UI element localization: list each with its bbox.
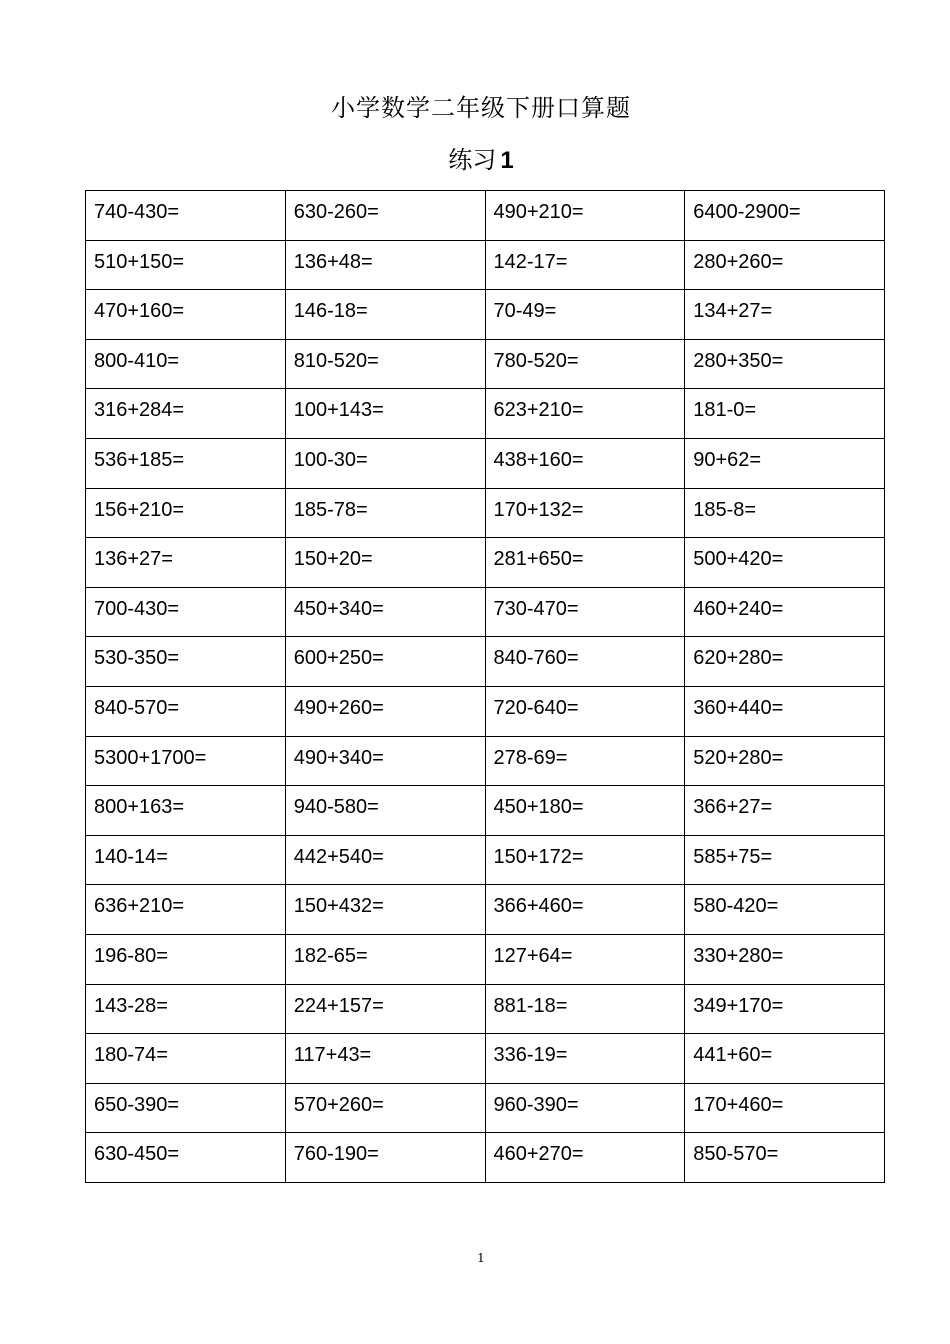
problem-cell (485, 438, 685, 488)
problem-text: 136+27= (94, 548, 173, 571)
problem-text: 330+280= (693, 944, 784, 967)
problem-cell (86, 984, 286, 1034)
problem-text: 490+340= (293, 746, 384, 769)
problem-row (86, 240, 885, 290)
problem-text: 460+270= (493, 1143, 584, 1166)
problem-text: 143-28= (94, 994, 168, 1017)
problem-cell (485, 835, 685, 885)
problem-row (86, 290, 885, 340)
problem-table-body (86, 191, 885, 1183)
problem-text: 460+240= (693, 597, 784, 620)
problem-row (86, 984, 885, 1034)
problem-text: 316+284= (94, 399, 185, 422)
problem-text: 720-640= (493, 696, 579, 719)
problem-text: 441+60= (693, 1044, 773, 1067)
problem-cell (685, 736, 885, 786)
problem-text: 185-78= (293, 498, 368, 521)
problem-cell (86, 786, 286, 836)
problem-row (86, 587, 885, 637)
problem-text: 780-520= (493, 349, 579, 372)
problem-cell (485, 1133, 685, 1183)
problem-cell (285, 339, 485, 389)
problem-cell (86, 637, 286, 687)
problem-text: 150+172= (493, 845, 584, 868)
problem-cell (285, 686, 485, 736)
problem-text: 450+340= (293, 597, 384, 620)
problem-text: 6400-2900= (693, 201, 801, 223)
problem-text: 281+650= (493, 548, 584, 571)
problem-cell (285, 240, 485, 290)
problem-cell (485, 339, 685, 389)
problem-cell (86, 240, 286, 290)
problem-text: 142-17= (493, 250, 568, 273)
problem-cell (485, 934, 685, 984)
problem-text: 180-74= (94, 1044, 168, 1067)
problem-text: 940-580= (293, 796, 379, 819)
problem-cell (285, 389, 485, 439)
problem-cell (285, 885, 485, 935)
problem-cell (485, 984, 685, 1034)
problem-text: 585+75= (693, 845, 773, 868)
problem-text: 280+260= (693, 250, 784, 273)
problem-text: 570+260= (293, 1093, 384, 1116)
problem-text: 70-49= (493, 300, 557, 323)
problem-row (86, 1083, 885, 1133)
problem-cell (485, 786, 685, 836)
problem-text: 840-760= (493, 647, 579, 670)
problem-row (86, 488, 885, 538)
problem-text: 740-430= (94, 201, 180, 223)
problem-cell (86, 835, 286, 885)
problem-cell (285, 191, 485, 241)
problem-text: 490+260= (293, 696, 384, 719)
problem-cell (285, 736, 485, 786)
problem-text: 636+210= (94, 895, 185, 918)
problem-cell (685, 934, 885, 984)
page-number: 1 (477, 1251, 485, 1265)
problem-text: 336-19= (493, 1044, 568, 1067)
problem-cell (285, 488, 485, 538)
problem-cell (685, 885, 885, 935)
problem-row (86, 389, 885, 439)
problem-cell (86, 1083, 286, 1133)
problem-row (86, 934, 885, 984)
problem-text: 470+160= (94, 300, 185, 323)
problem-text: 800-410= (94, 349, 180, 372)
problem-cell (485, 488, 685, 538)
problem-row (86, 339, 885, 389)
problem-cell (685, 191, 885, 241)
problem-text: 623+210= (493, 399, 584, 422)
problem-cell (485, 1034, 685, 1084)
problem-text: 530-350= (94, 647, 180, 670)
problem-cell (86, 438, 286, 488)
problem-table (85, 190, 885, 1183)
problem-cell (685, 1034, 885, 1084)
problem-cell (485, 736, 685, 786)
problem-text: 360+440= (693, 696, 784, 719)
problem-cell (485, 290, 685, 340)
problem-text: 134+27= (693, 300, 773, 323)
problem-text: 156+210= (94, 498, 185, 521)
problem-row (86, 438, 885, 488)
problem-row (86, 538, 885, 588)
problem-cell (285, 290, 485, 340)
problem-text: 224+157= (293, 994, 384, 1017)
problem-text: 140-14= (94, 845, 168, 868)
problem-cell (685, 637, 885, 687)
problem-cell (685, 389, 885, 439)
problem-cell (685, 587, 885, 637)
problem-text: 185-8= (693, 498, 757, 521)
problem-cell (485, 389, 685, 439)
problem-cell (285, 934, 485, 984)
problem-cell (86, 538, 286, 588)
problem-cell (285, 984, 485, 1034)
problem-cell (86, 885, 286, 935)
problem-cell (86, 290, 286, 340)
problem-text: 850-570= (693, 1143, 779, 1166)
problem-text: 700-430= (94, 597, 180, 620)
problem-text: 650-390= (94, 1093, 180, 1116)
problem-cell (285, 835, 485, 885)
problem-cell (685, 1133, 885, 1183)
problem-text: 90+62= (693, 448, 762, 471)
problem-cell (86, 686, 286, 736)
problem-row (86, 1034, 885, 1084)
problem-text: 349+170= (693, 994, 784, 1017)
problem-text: 800+163= (94, 796, 185, 819)
problem-cell (86, 339, 286, 389)
problem-cell (86, 191, 286, 241)
problem-cell (685, 438, 885, 488)
problem-cell (86, 934, 286, 984)
problem-text: 810-520= (293, 349, 379, 372)
problem-text: 620+280= (693, 647, 784, 670)
problem-cell (285, 587, 485, 637)
problem-text: 630-260= (293, 201, 379, 223)
problem-text: 196-80= (94, 944, 168, 967)
problem-text: 182-65= (293, 944, 368, 967)
problem-cell (685, 240, 885, 290)
problem-row (86, 1133, 885, 1183)
problem-cell (485, 1083, 685, 1133)
section-title (0, 142, 950, 179)
problem-cell (285, 786, 485, 836)
problem-text: 730-470= (493, 597, 579, 620)
problem-cell (685, 339, 885, 389)
problem-text: 146-18= (293, 300, 368, 323)
problem-row (86, 191, 885, 241)
section-label: 练习 (448, 146, 497, 174)
problem-cell (485, 637, 685, 687)
problem-cell (285, 538, 485, 588)
problem-cell (485, 538, 685, 588)
problem-cell (285, 1034, 485, 1084)
problem-row (86, 786, 885, 836)
problem-cell (485, 240, 685, 290)
problem-cell (86, 488, 286, 538)
problem-text: 127+64= (493, 944, 573, 967)
problem-text: 500+420= (693, 548, 784, 571)
problem-cell (485, 686, 685, 736)
problem-cell (685, 1083, 885, 1133)
problem-text: 280+350= (693, 349, 784, 372)
problem-cell (685, 984, 885, 1034)
problem-cell (285, 1133, 485, 1183)
problem-row (86, 885, 885, 935)
problem-row (86, 637, 885, 687)
problem-text: 366+27= (693, 796, 773, 819)
problem-text: 510+150= (94, 250, 185, 273)
page-title: 小学数学二年级下册口算题 (331, 94, 631, 122)
problem-cell (86, 736, 286, 786)
problem-text: 630-450= (94, 1143, 180, 1166)
problem-text: 150+432= (293, 895, 384, 918)
problem-text: 450+180= (493, 796, 584, 819)
problem-text: 536+185= (94, 448, 185, 471)
problem-cell (86, 587, 286, 637)
problem-text: 580-420= (693, 895, 779, 918)
problem-text: 840-570= (94, 696, 180, 719)
problem-text: 170+132= (493, 498, 584, 521)
problem-cell (285, 438, 485, 488)
problem-text: 442+540= (293, 845, 384, 868)
problem-text: 181-0= (693, 399, 757, 422)
problem-text: 760-190= (293, 1143, 379, 1166)
problem-cell (685, 290, 885, 340)
problem-text: 170+460= (693, 1093, 784, 1116)
problem-cell (485, 587, 685, 637)
problem-cell (685, 686, 885, 736)
problem-text: 490+210= (493, 201, 584, 223)
problem-text: 600+250= (293, 647, 384, 670)
problem-text: 881-18= (493, 994, 568, 1017)
section-number: 1 (500, 147, 514, 174)
problem-cell (285, 1083, 485, 1133)
problem-cell (685, 488, 885, 538)
problem-text: 366+460= (493, 895, 584, 918)
problem-cell (685, 835, 885, 885)
problem-text: 100-30= (293, 448, 368, 471)
problem-text: 117+43= (293, 1044, 372, 1067)
problem-text: 5300+1700= (94, 746, 207, 769)
problem-cell (285, 637, 485, 687)
problem-text: 136+48= (293, 250, 373, 273)
problem-cell (86, 1133, 286, 1183)
problem-text: 520+280= (693, 746, 784, 769)
problem-cell (685, 538, 885, 588)
problem-text: 150+20= (293, 548, 373, 571)
problem-text: 100+143= (293, 399, 384, 422)
problem-text: 278-69= (493, 746, 568, 769)
problem-cell (485, 885, 685, 935)
problem-cell (685, 786, 885, 836)
problem-cell (485, 191, 685, 241)
problem-cell (86, 389, 286, 439)
problem-row (86, 686, 885, 736)
problem-cell (86, 1034, 286, 1084)
problem-row (86, 835, 885, 885)
problem-row (86, 736, 885, 786)
problem-text: 960-390= (493, 1093, 579, 1116)
problem-text: 438+160= (493, 448, 584, 471)
